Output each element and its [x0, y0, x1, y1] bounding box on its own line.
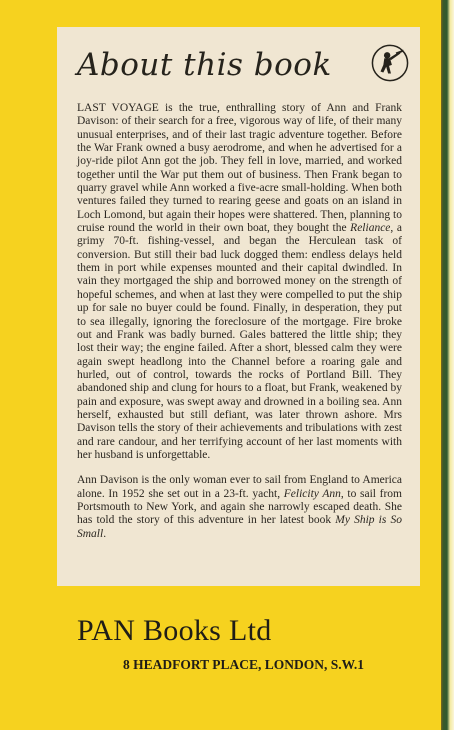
about-panel	[57, 27, 420, 586]
description-text	[77, 102, 402, 541]
publisher-name: PAN Books Ltd	[77, 614, 272, 647]
publisher-address: 8 HEADFORT PLACE, LONDON, S.W.1	[123, 657, 365, 672]
author-paragraph: Ann Davison is the only woman ever to sail from England to America alone. In 1952 she set out in a 23-ft. yacht, Felicity Ann, to sail from Portsmouth to New York, and again she narrowly escaped death. She has told the story of this adventure in her latest book My Ship is So Small.	[77, 474, 402, 540]
pan-piper-logo-icon	[371, 44, 409, 82]
page-title: About this book	[77, 47, 332, 83]
book-spine-edge	[441, 0, 454, 730]
description-paragraph: LAST VOYAGE is the true, enthralling story of Ann and Frank Davison: of their search for a free, vigorous way of life, of their many unusual enterprises, and of their last tragic adventure together. Before the War Frank owned a busy aerodrome, and when he advertised for a joy-ride pilot Ann got the job. They fell in love, married, and worked together until the War put them out of business. Then Frank began to quarry gravel while Ann worked a five-acre small-holding. When both ventures failed they turned to rearing geese and goats on an island in Loch Lomond, but again their hopes were shattered. Then, planning to cruise round the world in their own boat, they bought the Reliance, a grimy 70-ft. fishing-vessel, and began the Herculean task of conversion. But still their bad luck dogged them: endless delays held them in port while expenses mounted and their capital dwindled. In vain they mortgaged the ship and borrowed money on the strength of hopeful schemes, and when at last they were compelled to put the ship up for sale no buyer could be found. Finally, in desperation, they put to sea illegally, ignoring the foreclosure of the mortgage. Fire broke out and Frank was badly burned. Gales battered the little ship; they lost their way; the engine failed. After a short, blessed calm they were again swept headlong into the Channel before a roaring gale and hurled, out of control, towards the rocks of Portland Bill. They abandoned ship and clung for hours to a float, but Frank, weakened by pain and exposure, was swept away and drowned in a boiling sea. Ann herself, exhausted but still defiant, was later thrown ashore. Mrs Davison tells the story of their achievements and tribulations with zest and rare candour, and her terrifying account of her last moments with her husband is unforgettable.	[77, 102, 402, 461]
